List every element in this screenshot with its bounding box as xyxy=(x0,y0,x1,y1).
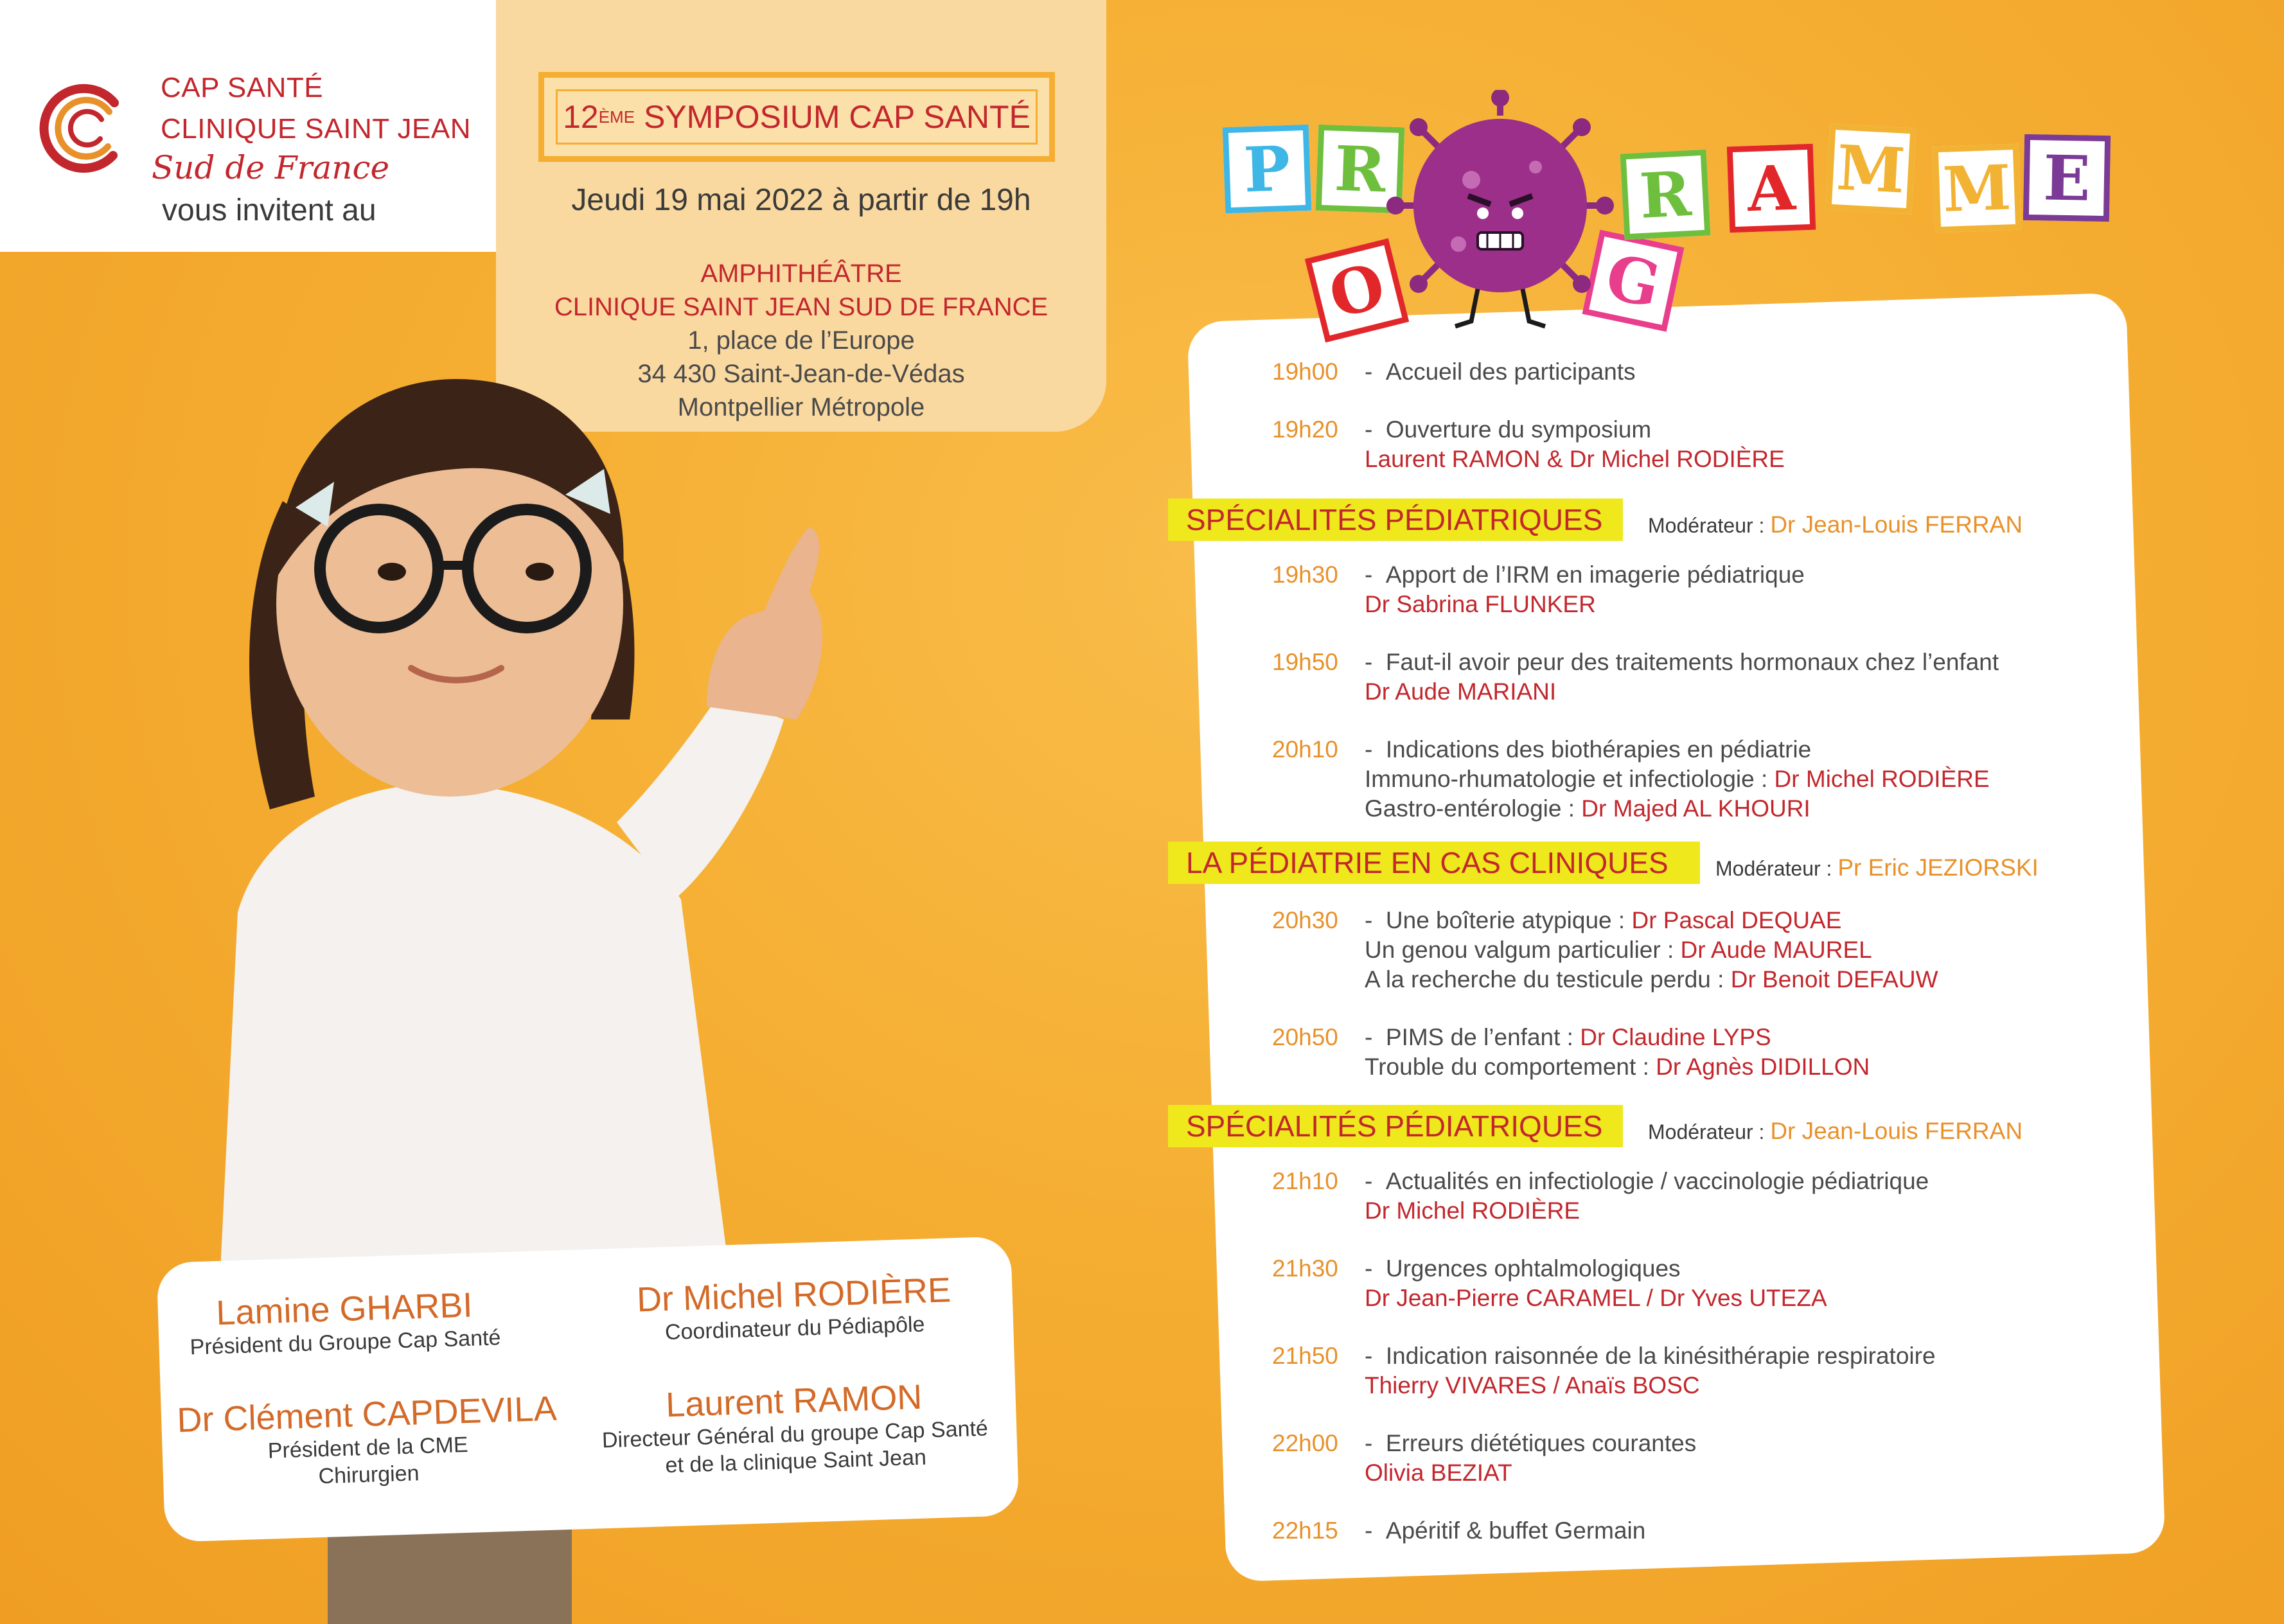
sponsor-name: Lamine GHARBI xyxy=(215,1285,474,1333)
time: 21h10 xyxy=(1272,1168,1338,1194)
moderator-3 xyxy=(1648,1118,2023,1145)
item-text: Apport de l’IRM en imagerie pédiatrique xyxy=(1385,561,1805,588)
time: 22h15 xyxy=(1272,1517,1338,1544)
section-specialites-1: SPÉCIALITÉS PÉDIATRIQUES xyxy=(1168,499,1623,541)
sponsor-role: Président du Groupe Cap Santé xyxy=(190,1325,501,1360)
moderator-1 xyxy=(1648,511,2023,538)
moderator-name: Pr Eric JEZIORSKI xyxy=(1837,854,2039,881)
subline-speaker: Dr Michel RODIÈRE xyxy=(1774,766,1990,792)
title-block-o: O xyxy=(1305,238,1409,342)
event-title-box xyxy=(538,72,1055,162)
title-block-g: G xyxy=(1582,230,1685,332)
item-speaker: Laurent RAMON & Dr Michel RODIÈRE xyxy=(1365,446,1785,472)
subline-speaker: Dr Claudine LYPS xyxy=(1580,1024,1771,1050)
program-item-2200: 22h00 - Erreurs diététiques courantes xyxy=(1272,1430,1697,1456)
item-text: Apéritif & buffet Germain xyxy=(1385,1517,1646,1544)
item-speaker: Dr Jean-Pierre CARAMEL / Dr Yves UTEZA xyxy=(1365,1285,1827,1311)
venue-line-2: CLINIQUE SAINT JEAN SUD DE FRANCE xyxy=(554,293,1049,321)
program-item-2150: 21h50 - Indication raisonnée de la kinésithérapie respiratoire xyxy=(1272,1343,1936,1369)
sponsor-name: Dr Michel RODIÈRE xyxy=(636,1271,952,1320)
title-block-a: A xyxy=(1727,144,1816,233)
item-speaker: Dr Sabrina FLUNKER xyxy=(1365,591,1596,617)
venue-line-1: AMPHITHÉÂTRE xyxy=(700,260,902,288)
program-item-2130: 21h30 - Urgences ophtalmologiques xyxy=(1272,1255,1681,1282)
sponsor-role: Président de la CME xyxy=(267,1432,469,1463)
event-title-text: SYMPOSIUM CAP SANTÉ xyxy=(635,99,1031,135)
sponsor-3 xyxy=(161,1388,574,1495)
subline-speaker: Dr Pascal DEQUAE xyxy=(1631,907,1842,933)
section-specialites-2: SPÉCIALITÉS PÉDIATRIQUES xyxy=(1168,1105,1623,1147)
item-text: Indication raisonnée de la kinésithérapie respiratoire xyxy=(1385,1343,1936,1369)
subline-topic: Une boîterie atypique : xyxy=(1385,907,1632,933)
event-title xyxy=(556,89,1038,145)
item-text: Erreurs diététiques courantes xyxy=(1385,1430,1697,1456)
item-speaker: Dr Aude MARIANI xyxy=(1365,678,1557,705)
subline-speaker: Dr Benoit DEFAUW xyxy=(1730,966,1938,993)
logo-line-1: CAP SANTÉ xyxy=(161,72,324,103)
address-line-3: Montpellier Métropole xyxy=(677,393,925,421)
sponsor-name: Dr Clément CAPDEVILA xyxy=(176,1389,558,1440)
sponsors-card xyxy=(156,1236,1019,1542)
subline-topic: A la recherche du testicule perdu : xyxy=(1365,966,1731,993)
item-subline xyxy=(1365,966,1938,993)
moderator-label: Modérateur : xyxy=(1715,857,1838,880)
item-speaker: Dr Michel RODIÈRE xyxy=(1365,1197,1580,1224)
title-block-e: E xyxy=(2023,134,2111,222)
time: 21h50 xyxy=(1272,1343,1338,1369)
time: 19h20 xyxy=(1272,416,1338,443)
item-text: Indications des biothérapies en pédiatrie xyxy=(1385,736,1812,763)
sponsor-name: Laurent RAMON xyxy=(665,1377,923,1425)
event-title-number: 12 xyxy=(563,99,599,135)
title-block-p: P xyxy=(1223,125,1312,214)
title-block-r2: R xyxy=(1620,150,1711,240)
subline-topic: Gastro-entérologie : xyxy=(1365,795,1582,822)
item-text: Ouverture du symposium xyxy=(1385,416,1652,443)
item-text: Urgences ophtalmologiques xyxy=(1385,1255,1681,1282)
item-text: Accueil des participants xyxy=(1385,358,1636,385)
logo-panel xyxy=(0,0,496,252)
time: 19h50 xyxy=(1272,649,1338,675)
program-item-2050: 20h50 - PIMS de l’enfant : Dr Claudine LYPS xyxy=(1272,1024,1771,1050)
time: 20h30 xyxy=(1272,907,1338,933)
title-block-m2: M xyxy=(1933,144,2022,233)
time: 21h30 xyxy=(1272,1255,1338,1282)
program-item-2110: 21h10 - Actualités en infectiologie / vaccinologie pédiatrique xyxy=(1272,1168,1929,1194)
time: 19h00 xyxy=(1272,358,1338,385)
program-item-2215: 22h15 - Apéritif & buffet Germain xyxy=(1272,1517,1646,1544)
address-line-1: 1, place de l’Europe xyxy=(687,326,915,355)
item-subline xyxy=(1365,937,1872,964)
item-subline xyxy=(1365,766,1990,793)
subline-speaker: Dr Aude MAUREL xyxy=(1680,937,1872,963)
sponsor-role: Chirurgien xyxy=(318,1461,420,1489)
invite-text: vous invitent au xyxy=(162,193,376,227)
item-speaker: Thierry VIVARES / Anaïs BOSC xyxy=(1365,1372,1700,1399)
item-subline xyxy=(1365,795,1810,822)
sponsor-role: Coordinateur du Pédiapôle xyxy=(664,1312,925,1345)
sponsor-2 xyxy=(575,1268,1014,1348)
item-speaker: Olivia BEZIAT xyxy=(1365,1460,1512,1486)
moderator-label: Modérateur : xyxy=(1648,514,1771,537)
program-item-2010: 20h10 - Indications des biothérapies en pédiatrie xyxy=(1272,736,1812,763)
cap-sante-logo-icon xyxy=(37,84,134,173)
subline-topic: PIMS de l’enfant : xyxy=(1385,1024,1580,1050)
program-item-2030: 20h30 - Une boîterie atypique : Dr Pascal DEQUAE xyxy=(1272,907,1842,933)
moderator-2 xyxy=(1715,854,2039,881)
program-item-1920: 19h20 - Ouverture du symposium xyxy=(1272,416,1652,443)
address-line-2: 34 430 Saint-Jean-de-Védas xyxy=(637,360,965,388)
subline-topic: Immuno-rhumatologie et infectiologie : xyxy=(1365,766,1775,792)
time: 19h30 xyxy=(1272,561,1338,588)
title-block-r1: R xyxy=(1316,125,1405,214)
sponsor-role: Directeur Général du groupe Cap Santé xyxy=(601,1416,989,1453)
logo-script: Sud de France xyxy=(152,149,390,186)
program-item-1900: 19h00 - Accueil des participants xyxy=(1272,358,1636,385)
item-text: Actualités en infectiologie / vaccinologie pédiatrique xyxy=(1385,1168,1929,1194)
time: 22h00 xyxy=(1272,1430,1338,1456)
subline-topic: Trouble du comportement : xyxy=(1365,1054,1656,1080)
program-item-1950: 19h50 - Faut-il avoir peur des traitements hormonaux chez l’enfant xyxy=(1272,649,1999,675)
sponsor-1 xyxy=(157,1284,532,1362)
subline-topic: Un genou valgum particulier : xyxy=(1365,937,1681,963)
program-item-1930: 19h30 - Apport de l’IRM en imagerie pédiatrique xyxy=(1272,561,1805,588)
logo-line-2: CLINIQUE SAINT JEAN xyxy=(161,113,472,145)
item-text: Faut-il avoir peur des traitements hormonaux chez l’enfant xyxy=(1385,649,1999,675)
subline-speaker: Dr Agnès DIDILLON xyxy=(1656,1054,1870,1080)
virus-mascot-icon xyxy=(1381,90,1619,334)
moderator-name: Dr Jean-Louis FERRAN xyxy=(1770,1118,2023,1144)
title-block-m1: M xyxy=(1826,124,1917,215)
time: 20h10 xyxy=(1272,736,1338,763)
event-title-sup: ÈME xyxy=(598,107,635,127)
section-cas-cliniques: LA PÉDIATRIE EN CAS CLINIQUES xyxy=(1168,842,1700,884)
event-date: Jeudi 19 mai 2022 à partir de 19h xyxy=(571,183,1031,217)
moderator-name: Dr Jean-Louis FERRAN xyxy=(1770,511,2023,538)
moderator-label: Modérateur : xyxy=(1648,1120,1771,1143)
sponsor-role: et de la clinique Saint Jean xyxy=(664,1445,927,1478)
subline-speaker: Dr Majed AL KHOURI xyxy=(1581,795,1810,822)
time: 20h50 xyxy=(1272,1024,1338,1050)
sponsor-4 xyxy=(572,1374,1018,1482)
item-subline xyxy=(1365,1054,1870,1081)
